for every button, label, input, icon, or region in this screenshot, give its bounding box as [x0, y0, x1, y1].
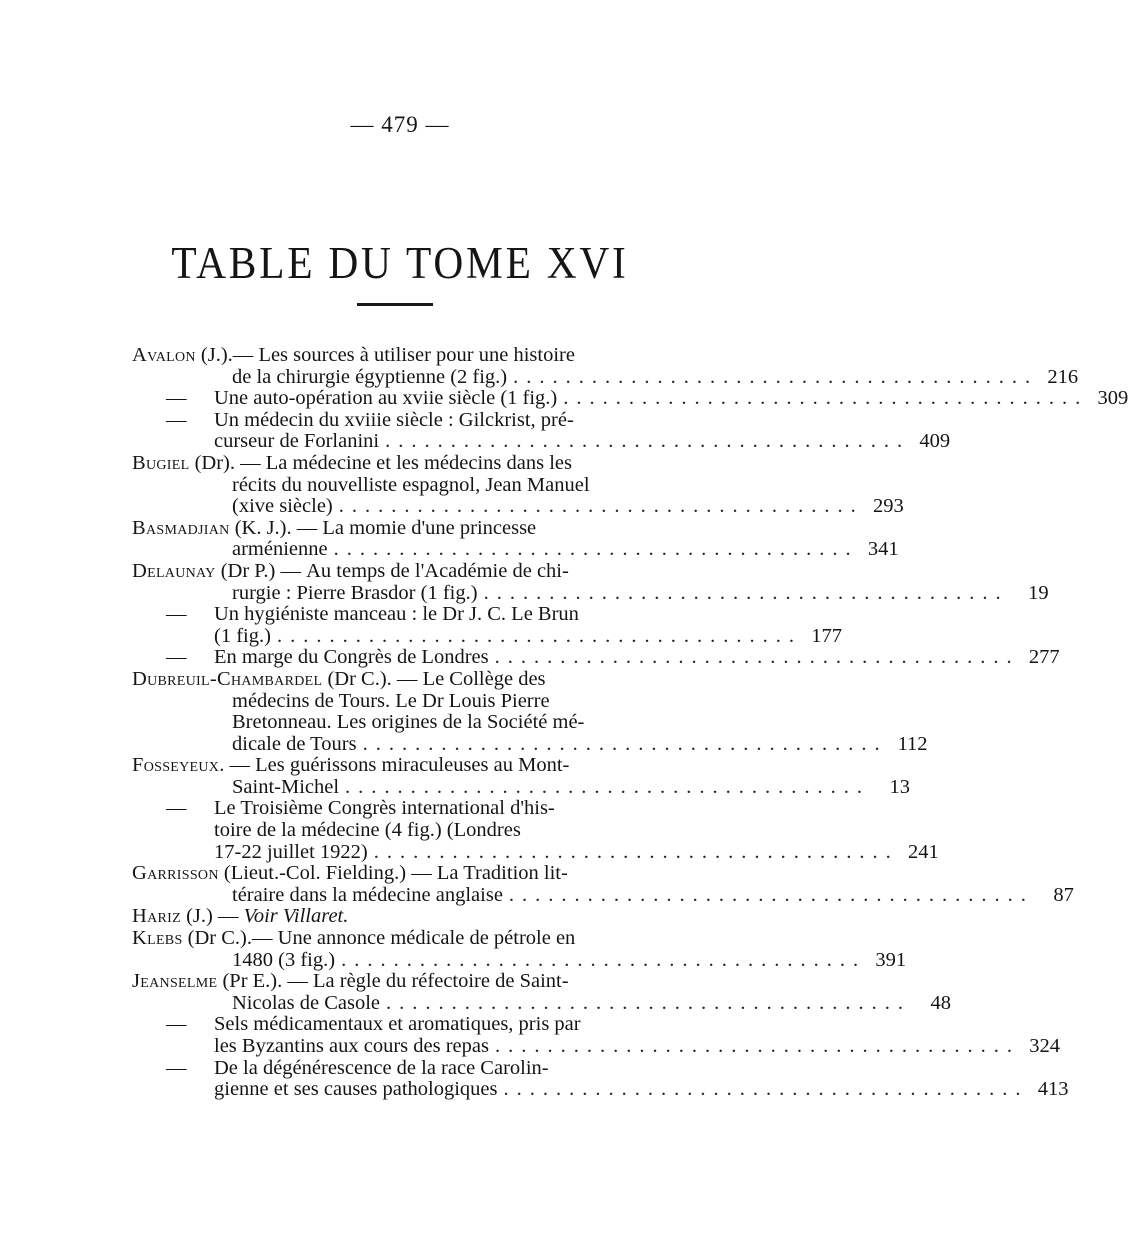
- entry-text: Le Troisième Congrès international d'his-: [214, 797, 555, 820]
- entry-text: les Byzantins aux cours des repas: [214, 1035, 489, 1057]
- entry-text: Sels médicamentaux et aromatiques, pris par: [214, 1013, 581, 1036]
- entry-page-number: 48: [930, 991, 952, 1014]
- leader-dots: ........................................: [483, 581, 1009, 604]
- entry-line: [132, 775, 911, 799]
- leader-dots: ........................................: [503, 1078, 1029, 1101]
- entry-line: [132, 387, 1128, 410]
- entry-text: De la dégénérescence de la race Carolin-: [214, 1056, 549, 1079]
- entry-text: Voir Villaret.: [243, 905, 349, 928]
- entry-text: Une auto-opération au xviie siècle (1 fig.): [214, 387, 558, 410]
- entry-dash: —: [166, 646, 187, 669]
- entry-line: [132, 1078, 1069, 1101]
- entry-line: [132, 928, 670, 950]
- page-title: TABLE DU TOME XVI: [171, 238, 629, 288]
- entry-author-details: (Dr C.). —: [322, 667, 423, 690]
- entry-author: Fosseyeux: [132, 754, 220, 777]
- leader-dots: ........................................: [385, 430, 911, 453]
- entry-line: [132, 581, 1049, 605]
- entry-text: La règle du réfectoire de Saint-: [313, 970, 569, 993]
- entry-line: [132, 495, 904, 518]
- entry-author: Bugiel: [132, 451, 190, 474]
- entry-author: Klebs: [132, 927, 183, 950]
- leader-dots: ........................................: [386, 991, 912, 1014]
- entry-page-number: 309: [1097, 387, 1128, 410]
- leader-dots: ........................................: [338, 495, 864, 518]
- entry-text: Au temps de l'Académie de chi-: [306, 559, 569, 582]
- leader-dots: ........................................: [373, 840, 899, 863]
- entry-text: de la chirurgie égyptienne (2 fig.): [232, 365, 508, 388]
- index-entry: [132, 603, 842, 647]
- entry-text: dicale de Tours: [232, 732, 357, 755]
- entry-text: (xive siècle): [232, 495, 333, 518]
- index-entry: [132, 1013, 1060, 1057]
- entry-text: Un médecin du xviiie siècle : Gilckrist, pré-: [214, 408, 574, 431]
- entry-author-details: . —: [219, 754, 256, 777]
- entry-line: [132, 883, 1074, 907]
- entry-text: Saint-Michel: [232, 775, 340, 798]
- entry-author-details: (Dr). —: [189, 451, 266, 474]
- entry-line: [132, 991, 952, 1015]
- leader-dots: ........................................: [508, 883, 1034, 906]
- entry-text: Une annonce médicale de pétrole en: [277, 927, 576, 950]
- entry-author: Garrisson: [132, 862, 219, 885]
- index-entry: [132, 1056, 1069, 1101]
- entry-line: [132, 430, 951, 453]
- entry-text: 1480 (3 fig.): [232, 948, 336, 971]
- entry-author-details: (Lieut.-Col. Fielding.) —: [218, 862, 437, 885]
- entry-text: Le Collège des: [422, 667, 546, 690]
- entry-line: [132, 365, 1079, 389]
- entry-line: [132, 712, 670, 734]
- entry-dash: —: [166, 603, 187, 626]
- entry-line: [132, 1058, 670, 1080]
- entry-author: Hariz: [132, 905, 181, 928]
- index-entry: [132, 927, 907, 971]
- entry-author: Basmadjian: [132, 516, 230, 539]
- entry-line: [132, 1014, 670, 1036]
- leader-dots: ........................................: [276, 624, 802, 647]
- entry-dash: —: [166, 797, 187, 820]
- page-number: — 479 —: [350, 112, 450, 137]
- entry-author: Jeanselme: [132, 970, 218, 993]
- entry-text: téraire dans la médecine anglaise: [232, 883, 503, 906]
- leader-dots: ........................................: [513, 365, 1039, 388]
- index-entry: [132, 344, 1079, 388]
- entry-author-details: (Dr P.) —: [215, 559, 307, 582]
- entry-line: [132, 798, 670, 820]
- entry-page-number: 277: [1028, 646, 1060, 669]
- entry-line: [132, 840, 939, 864]
- entry-author-details: (J.).—: [195, 344, 259, 366]
- entry-page-number: 112: [897, 732, 928, 755]
- index-entry: [132, 797, 939, 863]
- index-entry: [132, 516, 899, 561]
- entry-page-number: 391: [875, 948, 907, 971]
- entry-page-number: 409: [919, 430, 951, 453]
- entry-text: Bretonneau. Les origines de la Société mé-: [232, 711, 585, 734]
- entry-line: [132, 906, 670, 928]
- entry-line: [132, 475, 670, 497]
- entry-page-number: 177: [811, 624, 842, 647]
- entry-line: [132, 538, 899, 561]
- entry-text: (1 fig.): [214, 624, 271, 647]
- entry-line: [132, 518, 670, 540]
- entry-line: [132, 1035, 1060, 1058]
- entry-text: gienne et ses causes pathologiques: [214, 1078, 498, 1101]
- leader-dots: ........................................: [494, 1035, 1020, 1057]
- entry-text: rurgie : Pierre Brasdor (1 fig.): [232, 581, 478, 604]
- index-entry: [132, 408, 951, 453]
- entry-text: 17-22 juillet 1922): [214, 840, 368, 863]
- entry-author-details: (Pr E.). —: [217, 970, 313, 993]
- entry-line: [132, 755, 670, 777]
- index-entry: [132, 646, 1060, 669]
- entry-text: En marge du Congrès de Londres: [214, 646, 489, 669]
- entry-line: [132, 453, 670, 475]
- entry-line: [132, 646, 1060, 669]
- entry-page-number: 19: [1028, 581, 1049, 604]
- entry-line: [132, 691, 670, 713]
- entry-line: [132, 863, 670, 885]
- index-entry: [132, 970, 952, 1014]
- entry-page-number: 13: [889, 775, 911, 798]
- entry-text: toire de la médecine (4 fig.) (Londres: [214, 819, 521, 842]
- entry-line: [132, 345, 670, 367]
- entry-author-details: (K. J.). —: [229, 516, 323, 539]
- entry-text: La médecine et les médecins dans les: [265, 451, 573, 474]
- entry-line: [132, 971, 670, 993]
- entry-line: [132, 948, 907, 972]
- index-list: [132, 344, 1128, 1101]
- entry-text: médecins de Tours. Le Dr Louis Pierre: [232, 689, 550, 712]
- entry-text: Les sources à utiliser pour une histoire: [258, 344, 575, 366]
- entry-page-number: 241: [907, 840, 939, 863]
- entry-line: [132, 820, 670, 842]
- entry-text: arménienne: [232, 538, 328, 561]
- index-entry: [132, 667, 928, 755]
- entry-line: [132, 561, 670, 583]
- entry-dash: —: [166, 387, 187, 410]
- entry-line: [132, 624, 842, 648]
- entry-page-number: 324: [1029, 1035, 1060, 1057]
- index-entry: [132, 754, 911, 798]
- entry-author: Avalon: [132, 344, 196, 366]
- entry-author: Dubreuil-Chambardel: [132, 667, 323, 690]
- entry-text: Les guérissons miraculeuses au Mont-: [255, 754, 570, 777]
- entry-text: récits du nouvelliste espagnol, Jean Manuel: [232, 473, 590, 496]
- entry-line: [132, 604, 670, 626]
- entry-dash: —: [166, 1013, 187, 1036]
- index-entry: [132, 451, 904, 518]
- leader-dots: ........................................: [563, 387, 1089, 410]
- entry-text: Nicolas de Casole: [232, 991, 381, 1014]
- entry-line: [132, 669, 670, 691]
- entry-page-number: 341: [867, 538, 899, 561]
- leader-dots: ........................................: [362, 732, 888, 755]
- index-entry: [132, 862, 1074, 906]
- index-entry: [132, 387, 1128, 410]
- entry-text: La momie d'une princesse: [322, 516, 537, 539]
- leader-dots: ........................................: [494, 646, 1020, 669]
- index-entry: [132, 559, 1049, 604]
- entry-line: [132, 732, 928, 756]
- entry-page-number: 413: [1037, 1078, 1069, 1101]
- entry-author: Delaunay: [132, 559, 216, 582]
- entry-text: Un hygiéniste manceau : le Dr J. C. Le Brun: [214, 603, 579, 626]
- entry-dash: —: [166, 408, 187, 431]
- entry-line: [132, 410, 670, 432]
- entry-page-number: 293: [873, 495, 904, 518]
- entry-dash: —: [166, 1056, 187, 1079]
- entry-page-number: 216: [1047, 365, 1079, 388]
- entry-text: curseur de Forlanini: [214, 430, 380, 453]
- entry-author-details: (J.) —: [180, 905, 244, 928]
- index-entry: [132, 906, 670, 928]
- entry-author-details: (Dr C.).—: [182, 927, 278, 950]
- entry-text: La Tradition lit-: [436, 862, 568, 885]
- title-rule: [357, 303, 433, 306]
- leader-dots: ........................................: [333, 538, 859, 561]
- leader-dots: ........................................: [341, 948, 867, 971]
- leader-dots: ........................................: [345, 775, 871, 798]
- entry-page-number: 87: [1053, 883, 1074, 906]
